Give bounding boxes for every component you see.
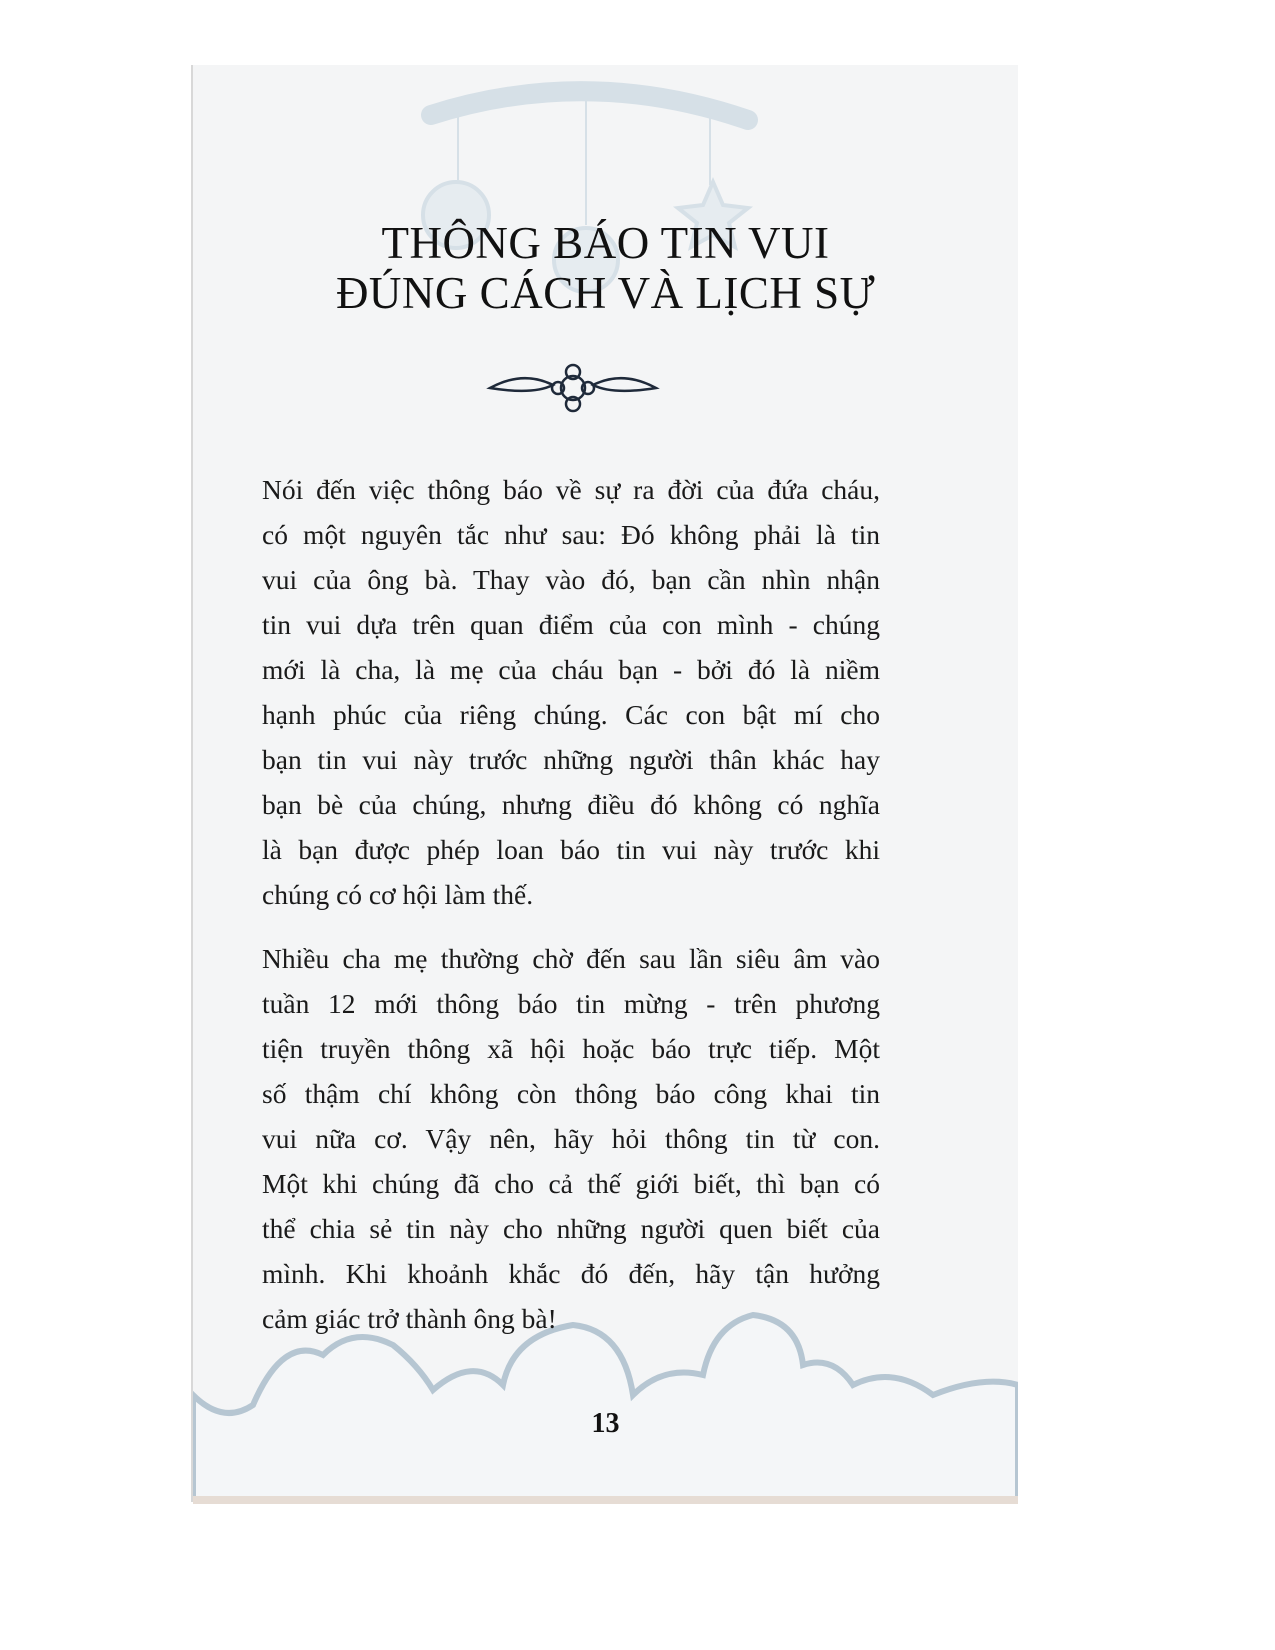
text-line: Nhiều cha mẹ thường chờ đến sau lần siêu âm vào xyxy=(262,943,880,974)
text-line: bạn bè của chúng, nhưng điều đó không có nghĩa xyxy=(262,789,880,820)
text-line: thể chia sẻ tin này cho những người quen biết của xyxy=(262,1213,880,1244)
text-line: chúng có cơ hội làm thế. xyxy=(262,879,534,910)
text-line: Một khi chúng đã cho cả thế giới biết, thì bạn có xyxy=(262,1168,880,1199)
text-line: bạn tin vui này trước những người thân khác hay xyxy=(262,744,880,775)
text-line: tin vui dựa trên quan điểm của con mình - chúng xyxy=(262,609,880,640)
text-line: cảm giác trở thành ông bà! xyxy=(262,1303,557,1334)
text-line: tuần 12 mới thông báo tin mừng - trên phương xyxy=(262,988,880,1019)
text-line: Nói đến việc thông báo về sự ra đời của đứa cháu, xyxy=(262,474,880,505)
page-edge xyxy=(193,1496,1018,1504)
text-line: có một nguyên tắc như sau: Đó không phải là tin xyxy=(262,519,880,550)
text-line: mình. Khi khoảnh khắc đó đến, hãy tận hưởng xyxy=(262,1258,880,1289)
book-page xyxy=(193,65,1018,1502)
chapter-title-line-1: THÔNG BÁO TIN VUI xyxy=(381,218,830,268)
paragraph-2 xyxy=(262,936,880,1341)
text-line: vui của ông bà. Thay vào đó, bạn cần nhìn nhận xyxy=(262,564,880,595)
text-line: vui nữa cơ. Vậy nên, hãy hỏi thông tin từ con. xyxy=(262,1123,880,1154)
text-line: là bạn được phép loan báo tin vui này trước khi xyxy=(262,834,880,865)
text-line: tiện truyền thông xã hội hoặc báo trực tiếp. Một xyxy=(262,1033,880,1064)
chapter-title-line-2: ĐÚNG CÁCH VÀ LỊCH SỰ xyxy=(335,268,876,318)
page-number: 13 xyxy=(591,1408,620,1439)
paragraph-1 xyxy=(262,467,880,917)
ornament-divider-icon xyxy=(490,365,656,411)
text-line: số thậm chí không còn thông báo công khai tin xyxy=(262,1078,880,1109)
text-line: hạnh phúc của riêng chúng. Các con bật mí cho xyxy=(262,699,880,730)
text-line: mới là cha, là mẹ của cháu bạn - bởi đó là niềm xyxy=(262,654,880,685)
